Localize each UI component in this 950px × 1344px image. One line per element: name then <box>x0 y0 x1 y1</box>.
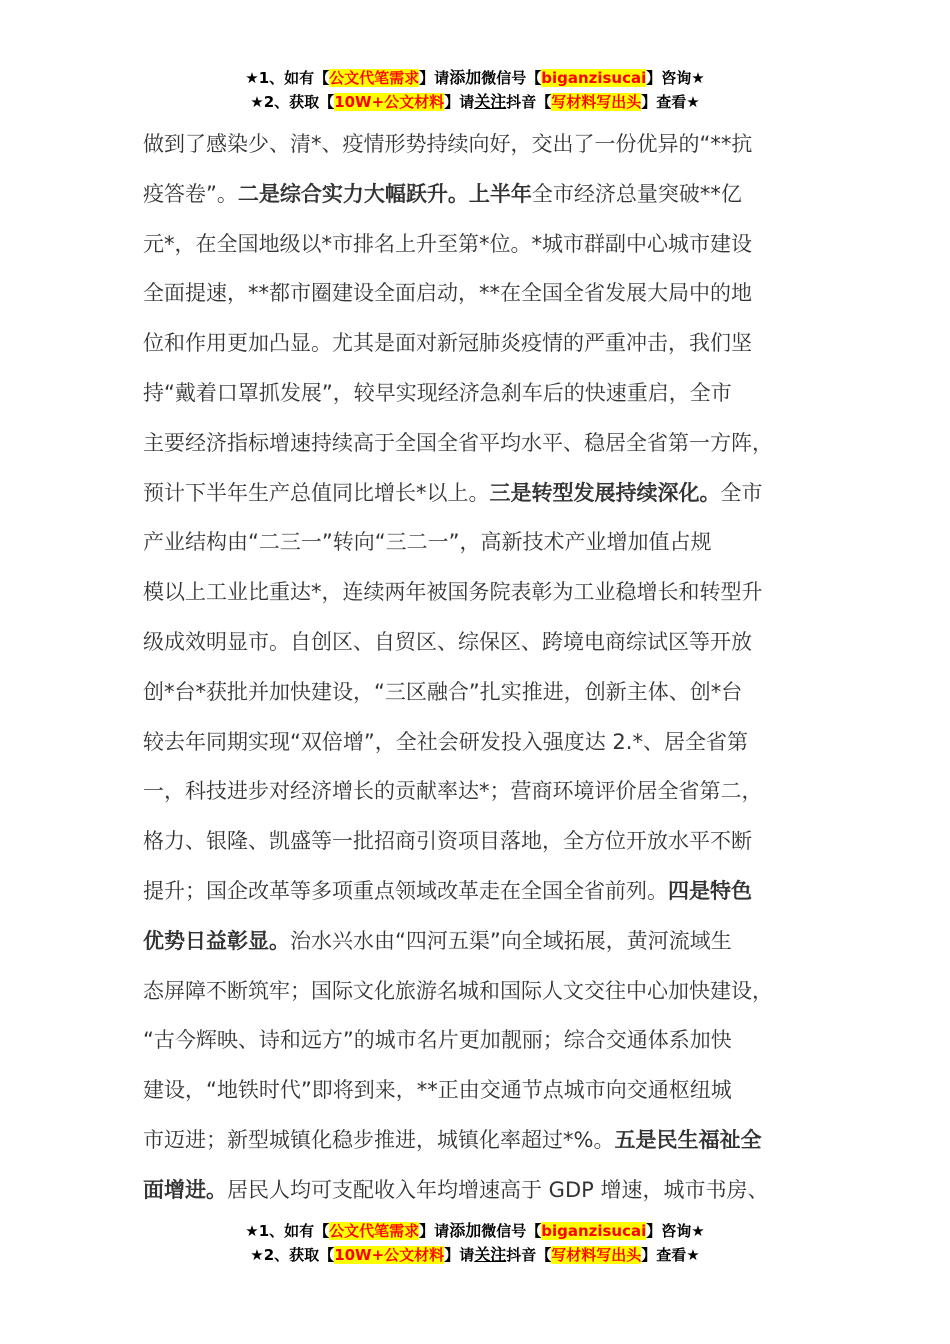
banner-text: 抖音【 <box>506 1246 552 1264</box>
text-line <box>143 518 833 568</box>
banner-line-2 <box>0 90 950 114</box>
star-icon: ★ <box>245 1222 259 1240</box>
text-line <box>143 369 833 419</box>
paragraph-text: 全面提速，**都市圈建设全面启动，**在全国全省发展大局中的地 <box>143 281 752 306</box>
text-line <box>143 1166 833 1216</box>
paragraph-text: 位和作用更加凸显。尤其是面对新冠肺炎疫情的严重冲击，我们坚 <box>143 331 752 356</box>
paragraph-text: “古今辉映、诗和远方”的城市名片更加靓丽；综合交通体系加快 <box>143 1028 732 1053</box>
text-line <box>143 867 833 917</box>
banner-text: 2、获取【 <box>263 93 335 111</box>
paragraph-text: 持“戴着口罩抓发展”，较早实现经济急刹车后的快速重启，全市 <box>143 380 732 405</box>
banner-text: 1、如有【 <box>258 1222 330 1240</box>
text-line <box>143 120 833 170</box>
banner-text: 微信号【 <box>481 1222 542 1240</box>
paragraph-text: 产业结构由“二三一”转向“三二一”，高新技术产业增加值占规 <box>143 530 712 555</box>
text-line <box>143 1016 833 1066</box>
paragraph-text: 创*台*获批并加快建设，“三区融合”扎实推进，创新主体、创*台 <box>143 679 743 704</box>
emphasis-text: 添加 <box>449 68 482 87</box>
text-line <box>143 618 833 668</box>
banner-line-2 <box>0 1243 950 1267</box>
text-line <box>143 419 833 469</box>
header-banner <box>0 66 950 114</box>
wechat-id: biganzisucai <box>541 69 647 87</box>
text-line <box>143 718 833 768</box>
text-line <box>143 269 833 319</box>
bold-heading-text: 面增进。 <box>143 1177 227 1202</box>
highlight-text: 公文代笔需求 <box>329 69 420 87</box>
text-line <box>143 668 833 718</box>
text-line <box>143 967 833 1017</box>
paragraph-text: 格力、银隆、凯盛等一批招商引资项目落地，全方位开放水平不断 <box>143 829 752 854</box>
text-line <box>143 469 833 519</box>
paragraph-text: 全市经济总量突破**亿 <box>531 181 742 206</box>
text-line <box>143 1116 833 1166</box>
bold-heading-text: 优势日益彰显。 <box>143 928 290 953</box>
wechat-id: biganzisucai <box>541 1222 647 1240</box>
paragraph-text: 级成效明显市。自创区、自贸区、综保区、跨境电商综试区等开放 <box>143 629 752 654</box>
emphasis-text: 关注 <box>474 1245 507 1264</box>
paragraph-text: 市迈进；新型城镇化稳步推进，城镇化率超过*%。 <box>143 1127 615 1152</box>
banner-text: 】请 <box>419 69 450 87</box>
emphasis-text: 关注 <box>474 92 507 111</box>
text-line <box>143 568 833 618</box>
paragraph-text: 模以上工业比重达*，连续两年被国务院表彰为工业稳增长和转型升 <box>143 580 763 605</box>
emphasis-text: 添加 <box>449 1221 482 1240</box>
banner-line-1 <box>0 1219 950 1243</box>
text-line <box>143 917 833 967</box>
paragraph-text: 疫答卷”。 <box>143 181 238 206</box>
star-icon: ★ <box>245 69 259 87</box>
text-line <box>143 220 833 270</box>
footer-banner <box>0 1219 950 1267</box>
banner-text: 抖音【 <box>506 93 552 111</box>
banner-line-1 <box>0 66 950 90</box>
bold-heading-text: 四是特色 <box>668 878 752 903</box>
paragraph-text: 主要经济指标增速持续高于全国全省平均水平、稳居全省第一方阵， <box>143 430 773 455</box>
paragraph-text: 态屏障不断筑牢；国际文化旅游名城和国际人文交往中心加快建设， <box>143 978 773 1003</box>
text-line <box>143 767 833 817</box>
text-line <box>143 817 833 867</box>
star-icon: ★ <box>250 1246 264 1264</box>
bold-heading-text: 二是综合实力大幅跃升。上半年 <box>237 181 532 206</box>
banner-text: 】请 <box>444 1246 475 1264</box>
text-line <box>143 319 833 369</box>
paragraph-text: 一，科技进步对经济增长的贡献率达*；营商环境评价居全省第二， <box>143 779 763 804</box>
banner-text: 】咨询★ <box>646 1222 705 1240</box>
banner-text: 】请 <box>419 1222 450 1240</box>
banner-text: 2、获取【 <box>263 1246 335 1264</box>
paragraph-text: 元*，在全国地级以*市排名上升至第*位。*城市群副中心城市建设 <box>143 231 752 256</box>
highlight-text: 10W+公文材料 <box>334 1246 445 1264</box>
highlight-text: 10W+公文材料 <box>334 93 445 111</box>
paragraph-text: 做到了感染少、清*、疫情形势持续向好，交出了一份优异的“**抗 <box>143 132 753 156</box>
paragraph-text: 提升；国企改革等多项重点领域改革走在全国全省前列。 <box>143 878 668 903</box>
text-line <box>143 1066 833 1116</box>
banner-text: 】查看★ <box>641 1246 700 1264</box>
paragraph-text: 居民人均可支配收入年均增速高于 GDP 增速，城市书房、 <box>227 1177 769 1202</box>
paragraph-text: 较去年同期实现“双倍增”，全社会研发投入强度达 2.*、居全省第 <box>143 729 748 754</box>
star-icon: ★ <box>250 93 264 111</box>
text-line <box>143 170 833 220</box>
banner-text: 微信号【 <box>481 69 542 87</box>
banner-text: 】咨询★ <box>646 69 705 87</box>
bold-heading-text: 五是民生福祉全 <box>614 1127 762 1152</box>
document-body <box>143 120 833 1216</box>
banner-text: 】查看★ <box>641 93 700 111</box>
banner-text: 1、如有【 <box>258 69 330 87</box>
paragraph-text: 治水兴水由“四河五渠”向全域拓展，黄河流域生 <box>290 928 732 953</box>
highlight-text: 公文代笔需求 <box>329 1222 420 1240</box>
bold-heading-text: 三是转型发展持续深化。 <box>489 480 721 505</box>
paragraph-text: 预计下半年生产总值同比增长*以上。 <box>143 480 490 505</box>
douyin-account: 写材料写出头 <box>551 93 642 111</box>
paragraph-text: 建设，“地铁时代”即将到来，**正由交通节点城市向交通枢纽城 <box>143 1078 732 1103</box>
banner-text: 】请 <box>444 93 475 111</box>
douyin-account: 写材料写出头 <box>551 1246 642 1264</box>
paragraph-text: 全市 <box>720 480 763 505</box>
